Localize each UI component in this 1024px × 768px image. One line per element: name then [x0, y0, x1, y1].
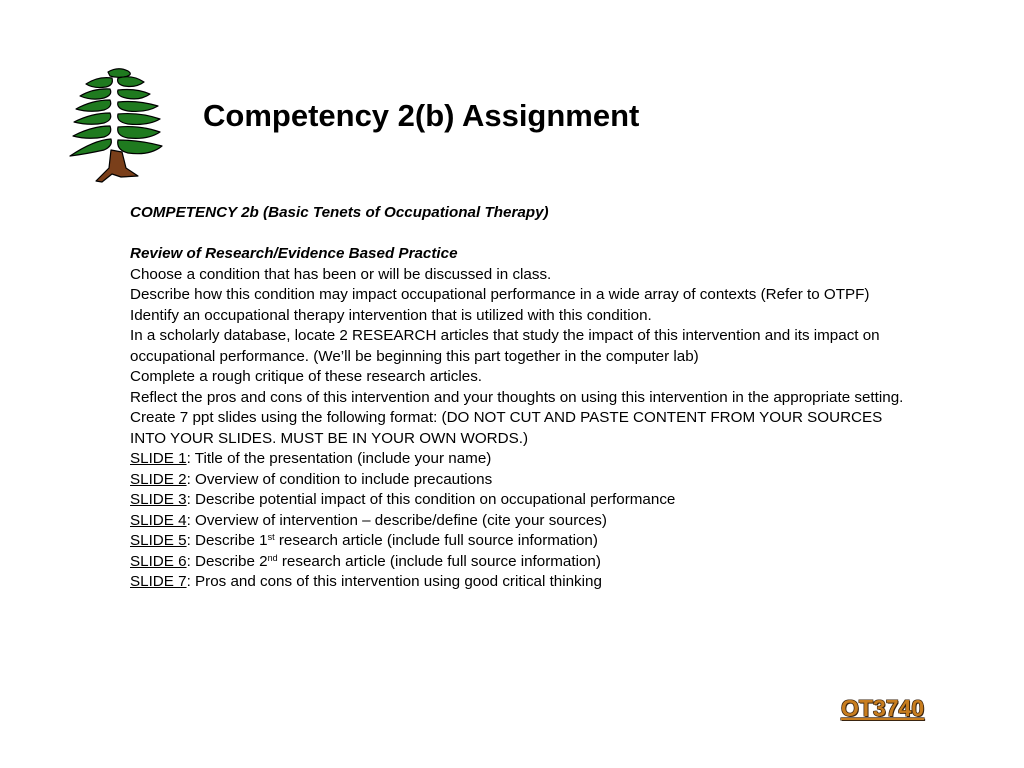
slide-item [130, 552, 920, 573]
instruction-line: In a scholarly database, locate 2 RESEARCH articles that study the impact of this intervention and its impact on occupational performance. (We’ll be beginning this part together in the computer lab) [130, 327, 880, 365]
tree-leaf-right-3 [118, 102, 158, 112]
tree-leaf-right-6 [118, 140, 162, 154]
spacer [130, 224, 920, 245]
instruction-line: Identify an occupational therapy intervention that is utilized with this condition. [130, 306, 652, 324]
slide-description: : Describe potential impact of this condition on occupational performance [186, 491, 676, 508]
slide-item [130, 470, 920, 491]
instruction-line: Create 7 ppt slides using the following format: (DO NOT CUT AND PASTE CONTENT FROM YOUR SOURCES INTO YOUR SLIDES. MUST BE IN YOUR OWN WORDS.) [130, 409, 883, 447]
slide-label: SLIDE 5 [130, 532, 187, 549]
competency-heading: COMPETENCY 2b (Basic Tenets of Occupational Therapy) [130, 204, 549, 221]
ordinal-suffix: nd [267, 552, 278, 563]
slide-item [130, 449, 920, 470]
instruction-line: Describe how this condition may impact occupational performance in a wide array of contexts (Refer to OTPF) [130, 286, 870, 303]
slide-label: SLIDE 2 [130, 470, 187, 488]
instruction-line: Choose a condition that has been or will be discussed in class. [130, 265, 552, 283]
slide-description-rest: research article (include full source information) [274, 532, 598, 549]
slide-description: : Overview of condition to include precautions [186, 470, 493, 488]
slide-label: SLIDE 7 [130, 573, 187, 590]
slide-item [130, 572, 920, 593]
tree-trunk [96, 150, 138, 182]
slide-description: : Describe 1 [186, 532, 268, 549]
course-code: OT3740 [841, 695, 925, 721]
slide-description: : Pros and cons of this intervention using good critical thinking [186, 573, 602, 590]
tree-leaf-right-5 [118, 127, 160, 139]
tree-leaf-left-1 [86, 78, 112, 88]
tree-leaf-right-2 [118, 90, 150, 99]
tree-leaf-left-3 [76, 100, 111, 111]
tree-leaf-top [108, 69, 130, 78]
slide-label: SLIDE 1 [130, 450, 187, 467]
slide-description-rest: research article (include full source information) [277, 552, 601, 570]
tree-leaf-right-4 [118, 114, 160, 125]
slide-label: SLIDE 3 [130, 491, 187, 508]
assignment-content [130, 203, 920, 593]
slide-item [130, 490, 920, 511]
slide-item [130, 531, 920, 552]
slide-description: : Describe 2 [186, 552, 268, 570]
tree-leaf-left-4 [74, 113, 111, 124]
instruction-line: Complete a rough critique of these research articles. [130, 368, 483, 385]
slide-description: : Overview of intervention – describe/define (cite your sources) [186, 511, 607, 529]
slide-description: : Title of the presentation (include your name) [186, 450, 492, 467]
page-title: Competency 2(b) Assignment [203, 98, 640, 133]
tree-leaf-right-1 [118, 77, 144, 87]
instruction-line: Reflect the pros and cons of this intervention and your thoughts on using this intervention in the appropriate setting. [130, 388, 904, 406]
slide-label: SLIDE 4 [130, 511, 187, 529]
tree-leaf-left-2 [80, 89, 111, 99]
tree-leaf-left-5 [73, 126, 111, 138]
slide-item [130, 511, 920, 532]
tree-leaf-left-6 [70, 139, 111, 156]
section-heading: Review of Research/Evidence Based Practice [130, 245, 458, 262]
slide-label: SLIDE 6 [130, 552, 187, 570]
tree-icon [66, 64, 166, 186]
ordinal-suffix: st [267, 532, 275, 542]
